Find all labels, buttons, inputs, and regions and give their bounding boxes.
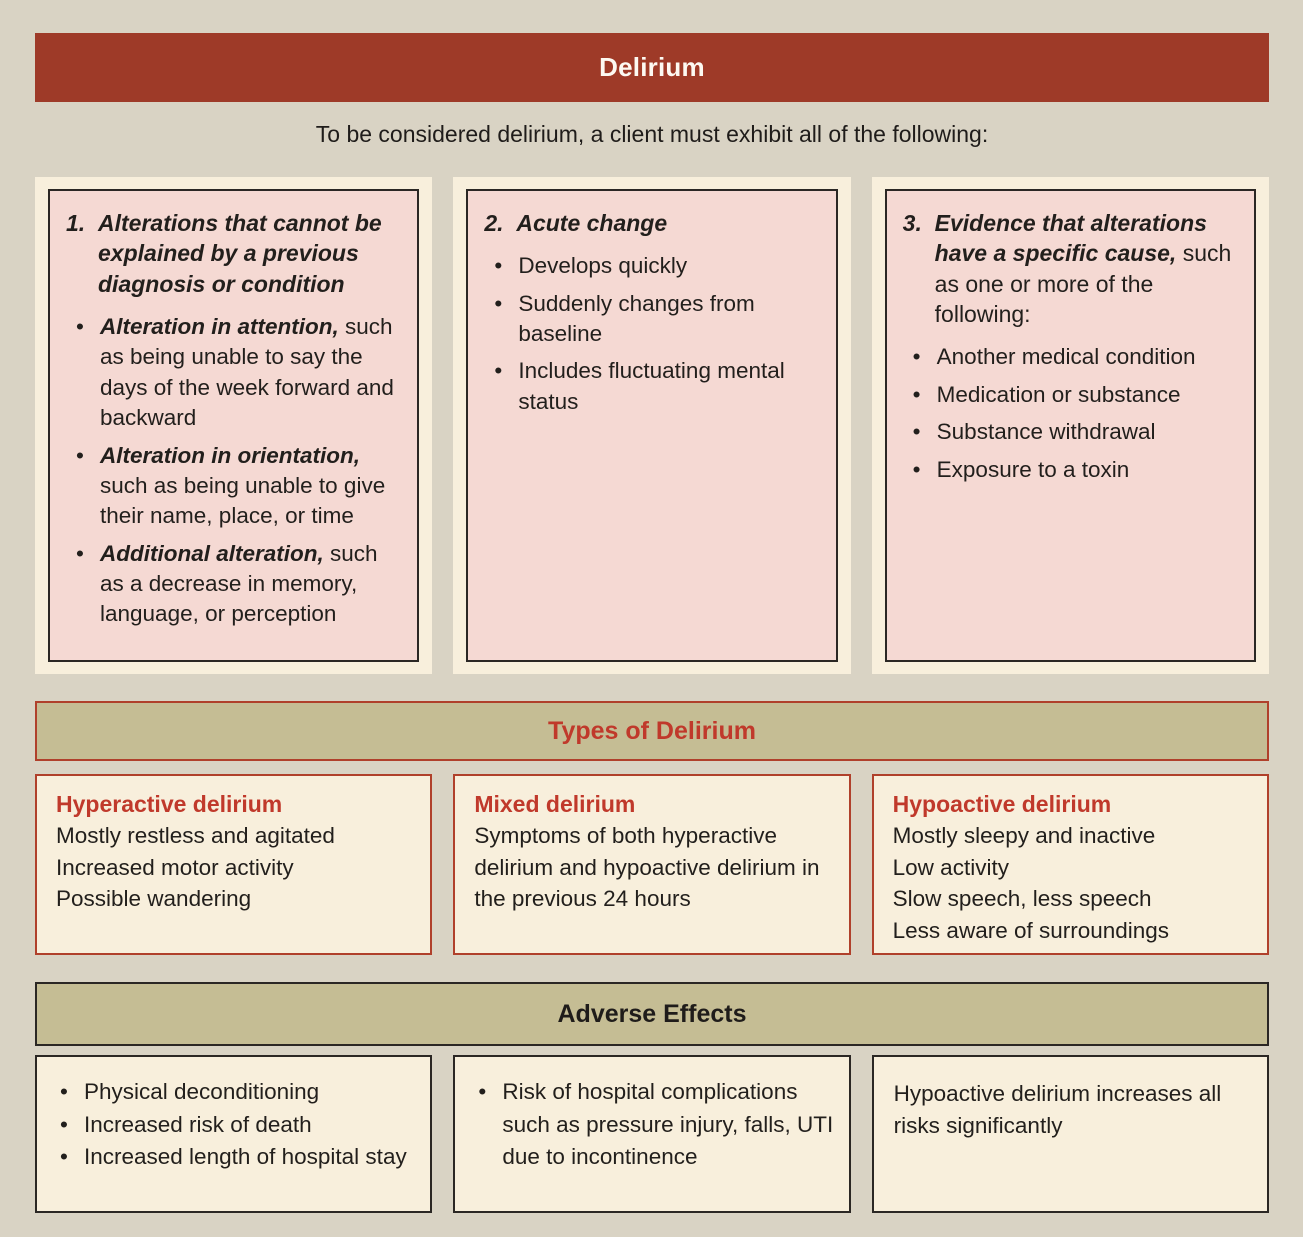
bullet-lead: Additional alteration, xyxy=(100,540,324,566)
criteria-heading-text xyxy=(516,208,819,238)
type-title: Hypoactive delirium xyxy=(892,791,1112,817)
type-box-2 xyxy=(453,774,850,955)
criteria-bullet xyxy=(911,417,1238,447)
criteria-box-2 xyxy=(466,189,837,662)
criteria-bullet-list xyxy=(74,312,401,630)
bullet-text: Exposure to a toxin xyxy=(936,456,1130,482)
criteria-heading xyxy=(484,208,819,238)
bullet-text: such as being unable to say the days of the week forward and backward xyxy=(100,314,394,431)
criteria-bullet xyxy=(74,539,401,630)
criteria-heading-text xyxy=(935,208,1238,329)
type-line: Increased motor activity xyxy=(56,854,294,880)
bullet-text: such as a decrease in memory, language, or perception xyxy=(100,540,378,627)
criteria-bullet xyxy=(492,251,819,281)
adverse-text: Hypoactive delirium increases all risks significantly xyxy=(893,1081,1222,1138)
adverse-bullet-list xyxy=(475,1076,836,1174)
criteria-number: 1. xyxy=(66,210,86,236)
type-line: Mostly restless and agitated xyxy=(56,823,335,849)
type-line: Less aware of surroundings xyxy=(892,917,1170,943)
adverse-box-3 xyxy=(872,1055,1269,1213)
bullet-lead: Alteration in attention, xyxy=(100,314,339,340)
type-line: Possible wandering xyxy=(56,886,252,912)
adverse-box-1 xyxy=(35,1055,432,1213)
type-line: Low activity xyxy=(892,854,1009,880)
subtitle: To be considered delirium, a client must exhibit all of the following: xyxy=(315,121,989,147)
criteria-heading-suffix: such as one or more of the following: xyxy=(934,240,1232,328)
type-title: Mixed delirium xyxy=(474,791,636,817)
criteria-bullet xyxy=(911,455,1238,485)
criteria-bullet xyxy=(911,342,1238,372)
criteria-bullet xyxy=(911,380,1238,410)
bullet-text: Another medical condition xyxy=(936,344,1196,370)
criteria-bullet-list xyxy=(911,342,1238,485)
header-bar xyxy=(35,33,1269,102)
criteria-bullet-list xyxy=(492,251,819,417)
page-title: Delirium xyxy=(599,52,705,82)
criteria-heading xyxy=(66,208,401,299)
criteria-box-1 xyxy=(48,189,419,662)
bullet-text: Substance withdrawal xyxy=(936,419,1156,445)
criteria-bullet xyxy=(74,312,401,434)
adverse-row xyxy=(35,1055,1269,1213)
adverse-bullet-list xyxy=(57,1076,418,1174)
adverse-bullet: • Risk of hospital complications such as pressure injury, falls, UTI due to incontinence xyxy=(475,1076,836,1174)
criteria-row xyxy=(35,177,1269,674)
adverse-bullet: • Increased length of hospital stay xyxy=(57,1141,418,1174)
type-line: Symptoms of both hyperactive delirium and hypoactive delirium in the previous 24 hours xyxy=(474,823,820,912)
types-section-title: Types of Delirium xyxy=(548,716,756,745)
criteria-bullet xyxy=(492,356,819,417)
types-row xyxy=(35,774,1269,955)
criteria-panel-1 xyxy=(35,177,432,674)
criteria-heading-text xyxy=(98,208,401,299)
criteria-number: 3. xyxy=(902,210,922,236)
adverse-effects-band xyxy=(35,982,1269,1046)
types-of-delirium-band xyxy=(35,701,1269,761)
bullet-text: Includes fluctuating mental status xyxy=(518,358,785,414)
criteria-number: 2. xyxy=(484,210,504,236)
criteria-panel-3 xyxy=(872,177,1269,674)
type-line: Mostly sleepy and inactive xyxy=(892,823,1156,849)
type-title: Hyperactive delirium xyxy=(56,791,283,817)
bullet-lead: Alteration in orientation, xyxy=(100,442,361,468)
bullet-text: Develops quickly xyxy=(518,253,688,279)
criteria-bullet xyxy=(492,289,819,350)
criteria-bullet xyxy=(74,441,401,532)
criteria-heading-bold: Evidence that alterations have a specific cause, xyxy=(934,210,1207,267)
adverse-bullet: • Physical deconditioning xyxy=(57,1076,418,1109)
criteria-box-3 xyxy=(885,189,1256,662)
bullet-text: Medication or substance xyxy=(936,381,1181,407)
criteria-panel-2 xyxy=(453,177,850,674)
criteria-heading-bold: Acute change xyxy=(516,210,668,236)
type-box-1 xyxy=(35,774,432,955)
type-line: Slow speech, less speech xyxy=(892,886,1152,912)
criteria-heading-bold: Alterations that cannot be explained by a previous diagnosis or condition xyxy=(98,210,382,297)
adverse-bullet: • Increased risk of death xyxy=(57,1109,418,1142)
criteria-heading xyxy=(903,208,1238,329)
bullet-text: Suddenly changes from baseline xyxy=(518,290,755,347)
adverse-box-2 xyxy=(453,1055,850,1213)
type-box-3 xyxy=(872,774,1269,955)
adverse-section-title: Adverse Effects xyxy=(557,999,747,1028)
bullet-text: such as being unable to give their name, place, or time xyxy=(100,472,386,529)
